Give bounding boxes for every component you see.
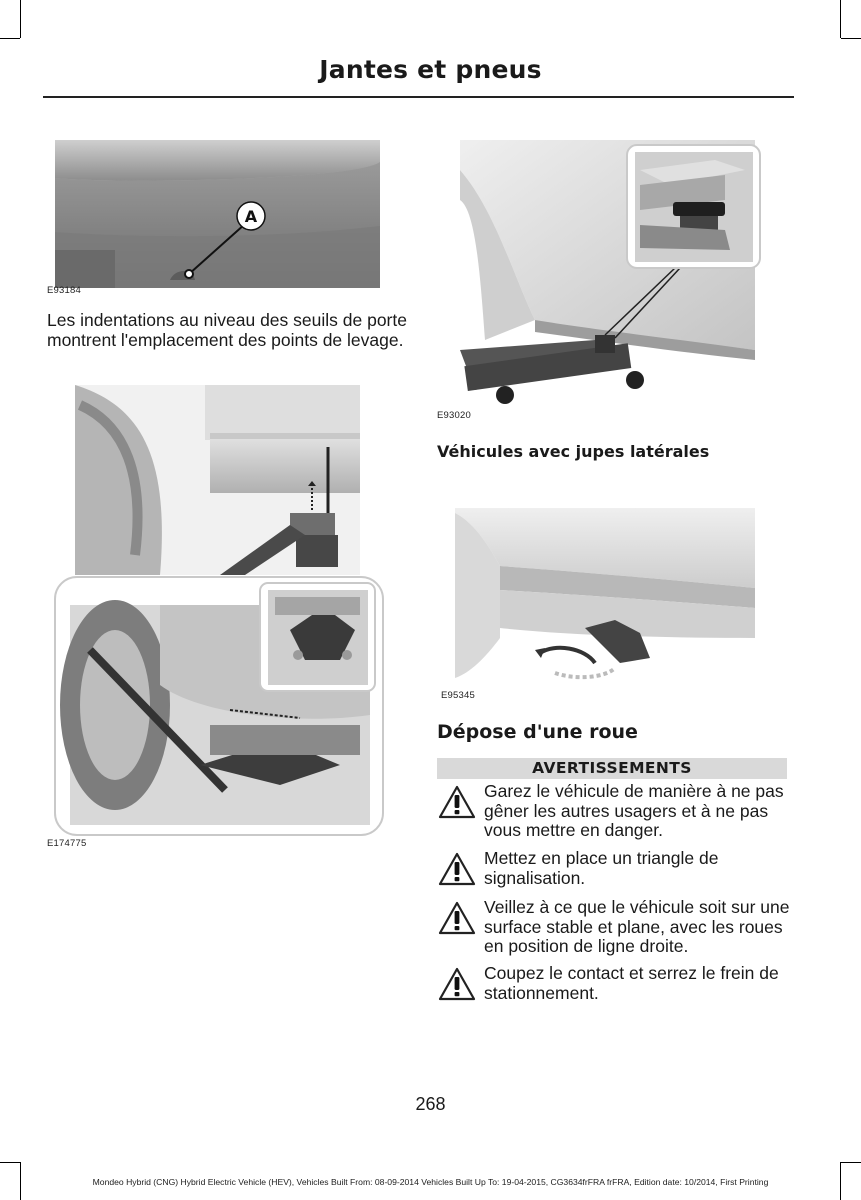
warning-triangle-icon [437,851,477,887]
warning-item [437,898,792,960]
warning-triangle-icon [437,966,477,1002]
jack-position-illustration [50,385,385,840]
figure-id: E95345 [441,690,475,701]
crop-mark [841,38,861,39]
figure-id: E174775 [47,838,87,849]
crop-mark [840,0,841,38]
warnings-title: AVERTISSEMENTS [437,758,787,779]
wheel-removal-heading: Dépose d'une roue [437,721,638,743]
side-skirt-cover-illustration [455,508,755,688]
header-divider [43,96,794,98]
page-number: 268 [415,1094,446,1114]
callout-label-a: A [244,207,258,226]
figure-id: E93020 [437,410,471,421]
sill-indentation-illustration [55,140,380,288]
footer-line: Mondeo Hybrid (CNG) Hybrid Electric Vehicle (HEV), Vehicles Built From: 08-09-2014 Vehicles Built Up To: 19-04-2015, CG3634frFRA frFRA, Edition date: 10/2014, First Printing [92,1177,769,1187]
warning-text: Mettez en place un triangle de signalisation. [484,848,719,888]
side-skirts-subheading: Véhicules avec jupes latérales [437,442,710,461]
warning-text: Veillez à ce que le véhicule soit sur une surface stable et plane, avec les roues en position de ligne droite. [484,897,790,956]
trolley-jack-illustration [455,140,765,410]
crop-mark [20,0,21,38]
crop-mark [841,1162,861,1163]
figure-id: E93184 [47,285,81,296]
warning-item [437,849,792,891]
lifting-points-text: Les indentations au niveau des seuils de porte montrent l'emplacement des points de levage. [47,310,407,350]
crop-mark [0,38,20,39]
warning-item [437,782,792,844]
warning-text: Coupez le contact et serrez le frein de stationnement. [484,963,779,1003]
warning-triangle-icon [437,900,477,936]
warning-text: Garez le véhicule de manière à ne pas gêner les autres usagers et à ne pas vous mettre en danger. [484,781,784,840]
page-title: Jantes et pneus [319,55,542,84]
warning-item [437,964,792,1006]
warning-triangle-icon [437,784,477,820]
crop-mark [0,1162,20,1163]
